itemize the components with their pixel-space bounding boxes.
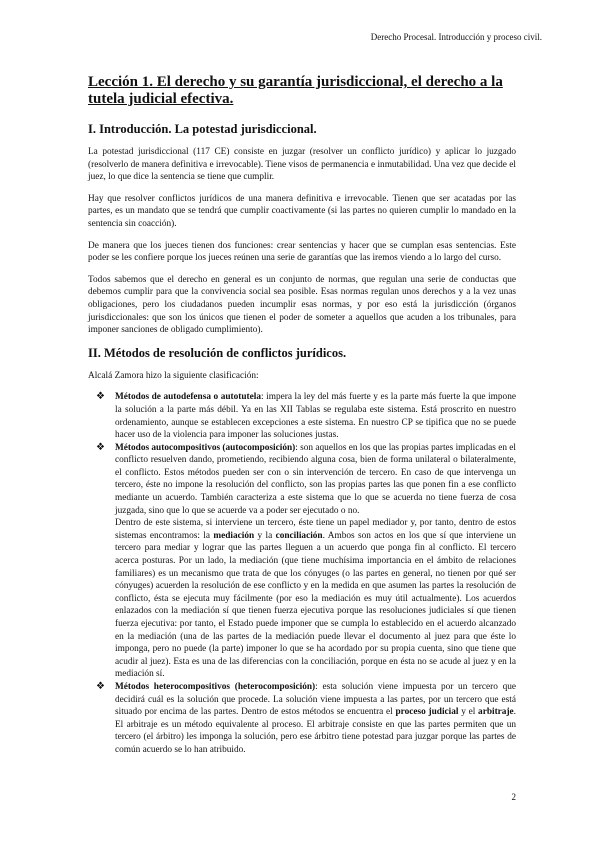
item-text: : son aquellos en los que las propias partes implicadas en el conflicto resuelven dando, prometiendo, recibiendo alguna cosa, bien de forma unilateral o bilateralmente, el conflicto. Estos métodos pueden ser con o sin intervención de tercero. En caso de que intervenga un tercero, éste no impone la resolución del conflicto, son las propias partes las que ponen fin a ese conflicto mediante un acuerdo. También caracteriza a este sistema que lo que se acuerda no tiene fuerza de cosa juzgada, sino que lo que se acuerde va a poder ser ejecutado o no. — [115, 442, 516, 516]
item-text: . El arbitraje es un método equivalente al proceso. El arbitraje consiste en que las partes permiten que un tercero (el árbitro) les imponga la solución, pero ese árbitro tiene potestad para juzgar porque las partes de común acuerdo se lo han atribuido. — [115, 707, 516, 755]
section-heading-introduccion: I. Introducción. La potestad jurisdiccional. — [88, 122, 317, 136]
paragraph: Todos sabemos que el derecho en general es un conjunto de normas, que regulan una serie de conductas que debemos cumplir para que la convivencia social sea posible. Esas normas regulan unos derechos y a la vez unas obligaciones, pero los ciudadanos pueden incumplir esas normas, y por eso está la jurisdicción (órganos jurisdiccionales: que son los únicos que tienen el poder de someter a aquellos que acuden a los tribunales, para imponer sanciones de obligado cumplimiento). — [88, 274, 516, 336]
bold-term: conciliación — [275, 530, 323, 541]
paragraph: Hay que resolver conflictos jurídicos de una manera definitiva e irrevocable. Tienen que ser acatadas por las partes, es un mandato que se tendrá que cumplir coactivamente (si las partes no quieren cumplir lo mandado en la sentencia sin coacción). — [88, 193, 516, 229]
section-heading-metodos: II. Métodos de resolución de conflictos jurídicos. — [88, 345, 347, 360]
diamond-bullet-icon: ❖ — [96, 441, 105, 453]
item-text: Dentro de este sistema, si interviene un tercero, éste tiene un papel mediador y, por tanto, dentro de estos sistemas encontramos: la — [115, 518, 516, 541]
page-number: 2 — [511, 792, 516, 802]
item-text: y el — [458, 707, 479, 718]
bold-term: arbitraje — [478, 707, 514, 718]
page-content — [88, 74, 516, 757]
lesson-title: Lección 1. El derecho y su garantía jurisdiccional, el derecho a la tutela judicial efectiva. — [88, 74, 503, 107]
list-item — [88, 391, 516, 441]
item-text: : esta solución viene impuesta por un tercero que decidirá cuál es la solución que procede. La solución viene impuesta a las partes, por un tercero que está situado por encima de las partes. Dentro de estos métodos se encuentra el — [115, 681, 516, 718]
diamond-bullet-icon: ❖ — [96, 391, 105, 403]
paragraph: De manera que los jueces tienen dos funciones: crear sentencias y hacer que se cumplan esas sentencias. Este poder se les confiere porque los jueces reúnen una serie de garantías que las iremos viendo a lo largo del curso. — [88, 240, 516, 264]
paragraph: La potestad jurisdiccional (117 CE) consiste en juzgar (resolver un conflicto jurídico) y aplicar lo juzgado (resolverlo de manera definitiva e irrevocable). Tiene visos de permanencia e inmutabilidad. Una vez que decide el juez, lo que dice la sentencia se tiene que cumplir. — [88, 147, 516, 183]
item-text: : impera la ley del más fuerte y es la parte más fuerte la que impone la solución a la parte más débil. Ya en las XII Tablas se regulaba este sistema. Está proscrito en nuestro ordenamiento, aunque se establecen excepciones a este sistema. En nuestro CP se tipifica que no se puede hacer uso de la violencia para imponer las soluciones justas. — [115, 392, 516, 441]
list-item — [88, 442, 516, 681]
bold-term: mediación — [213, 530, 255, 541]
diamond-bullet-icon: ❖ — [96, 680, 105, 692]
methods-list — [88, 391, 516, 756]
bold-term: proceso judicial — [395, 707, 459, 718]
list-item — [88, 681, 516, 757]
item-text: . Ambos son actos en los que sí que interviene un tercero para mediar y lograr que las partes lleguen a un acuerdo que ponga fin al conflicto. El tercero acerca posturas. Por un lado, la mediación (que tiene muchísima importancia en el ámbito de relaciones familiares) es un mecanismo que trata de que los cónyuges (o las partes en general, no tienen por qué ser cónyuges) acuerden la resolución de ese conflicto y en la medida en que asumen las partes la resolución de conflicto, ésta se ejecuta muy fácilmente (por eso la mediación es muy útil actualmente). Los acuerdos enlazados con la mediación sí que tienen fuerza ejecutiva porque las resoluciones judiciales sí que tienen fuerza ejecutiva: por tanto, el Estado puede imponer que se cumpla lo establecido en el acuerdo alcanzado en la mediación (una de las partes de la mediación puede llevar el documento al juez para que éste lo imponga, pero no puede (la parte) imponer lo que se ha acordado por su propia cuenta, sino que tiene que acudir al juez). Esta es una de las diferencias con la conciliación, porque en ésta no se acude al juez y en la mediación sí. — [115, 530, 516, 680]
item-text: y la — [254, 530, 276, 541]
paragraph: Alcalá Zamora hizo la siguiente clasificación: — [88, 370, 259, 381]
bold-term: Métodos autocompositivos (autocomposición) — [115, 442, 296, 453]
running-header: Derecho Procesal. Introducción y proceso civil. — [370, 32, 542, 42]
bold-term: Métodos heterocompositivos (heterocomposición) — [115, 681, 316, 692]
bold-term: Métodos de autodefensa o autotutela — [115, 392, 262, 403]
